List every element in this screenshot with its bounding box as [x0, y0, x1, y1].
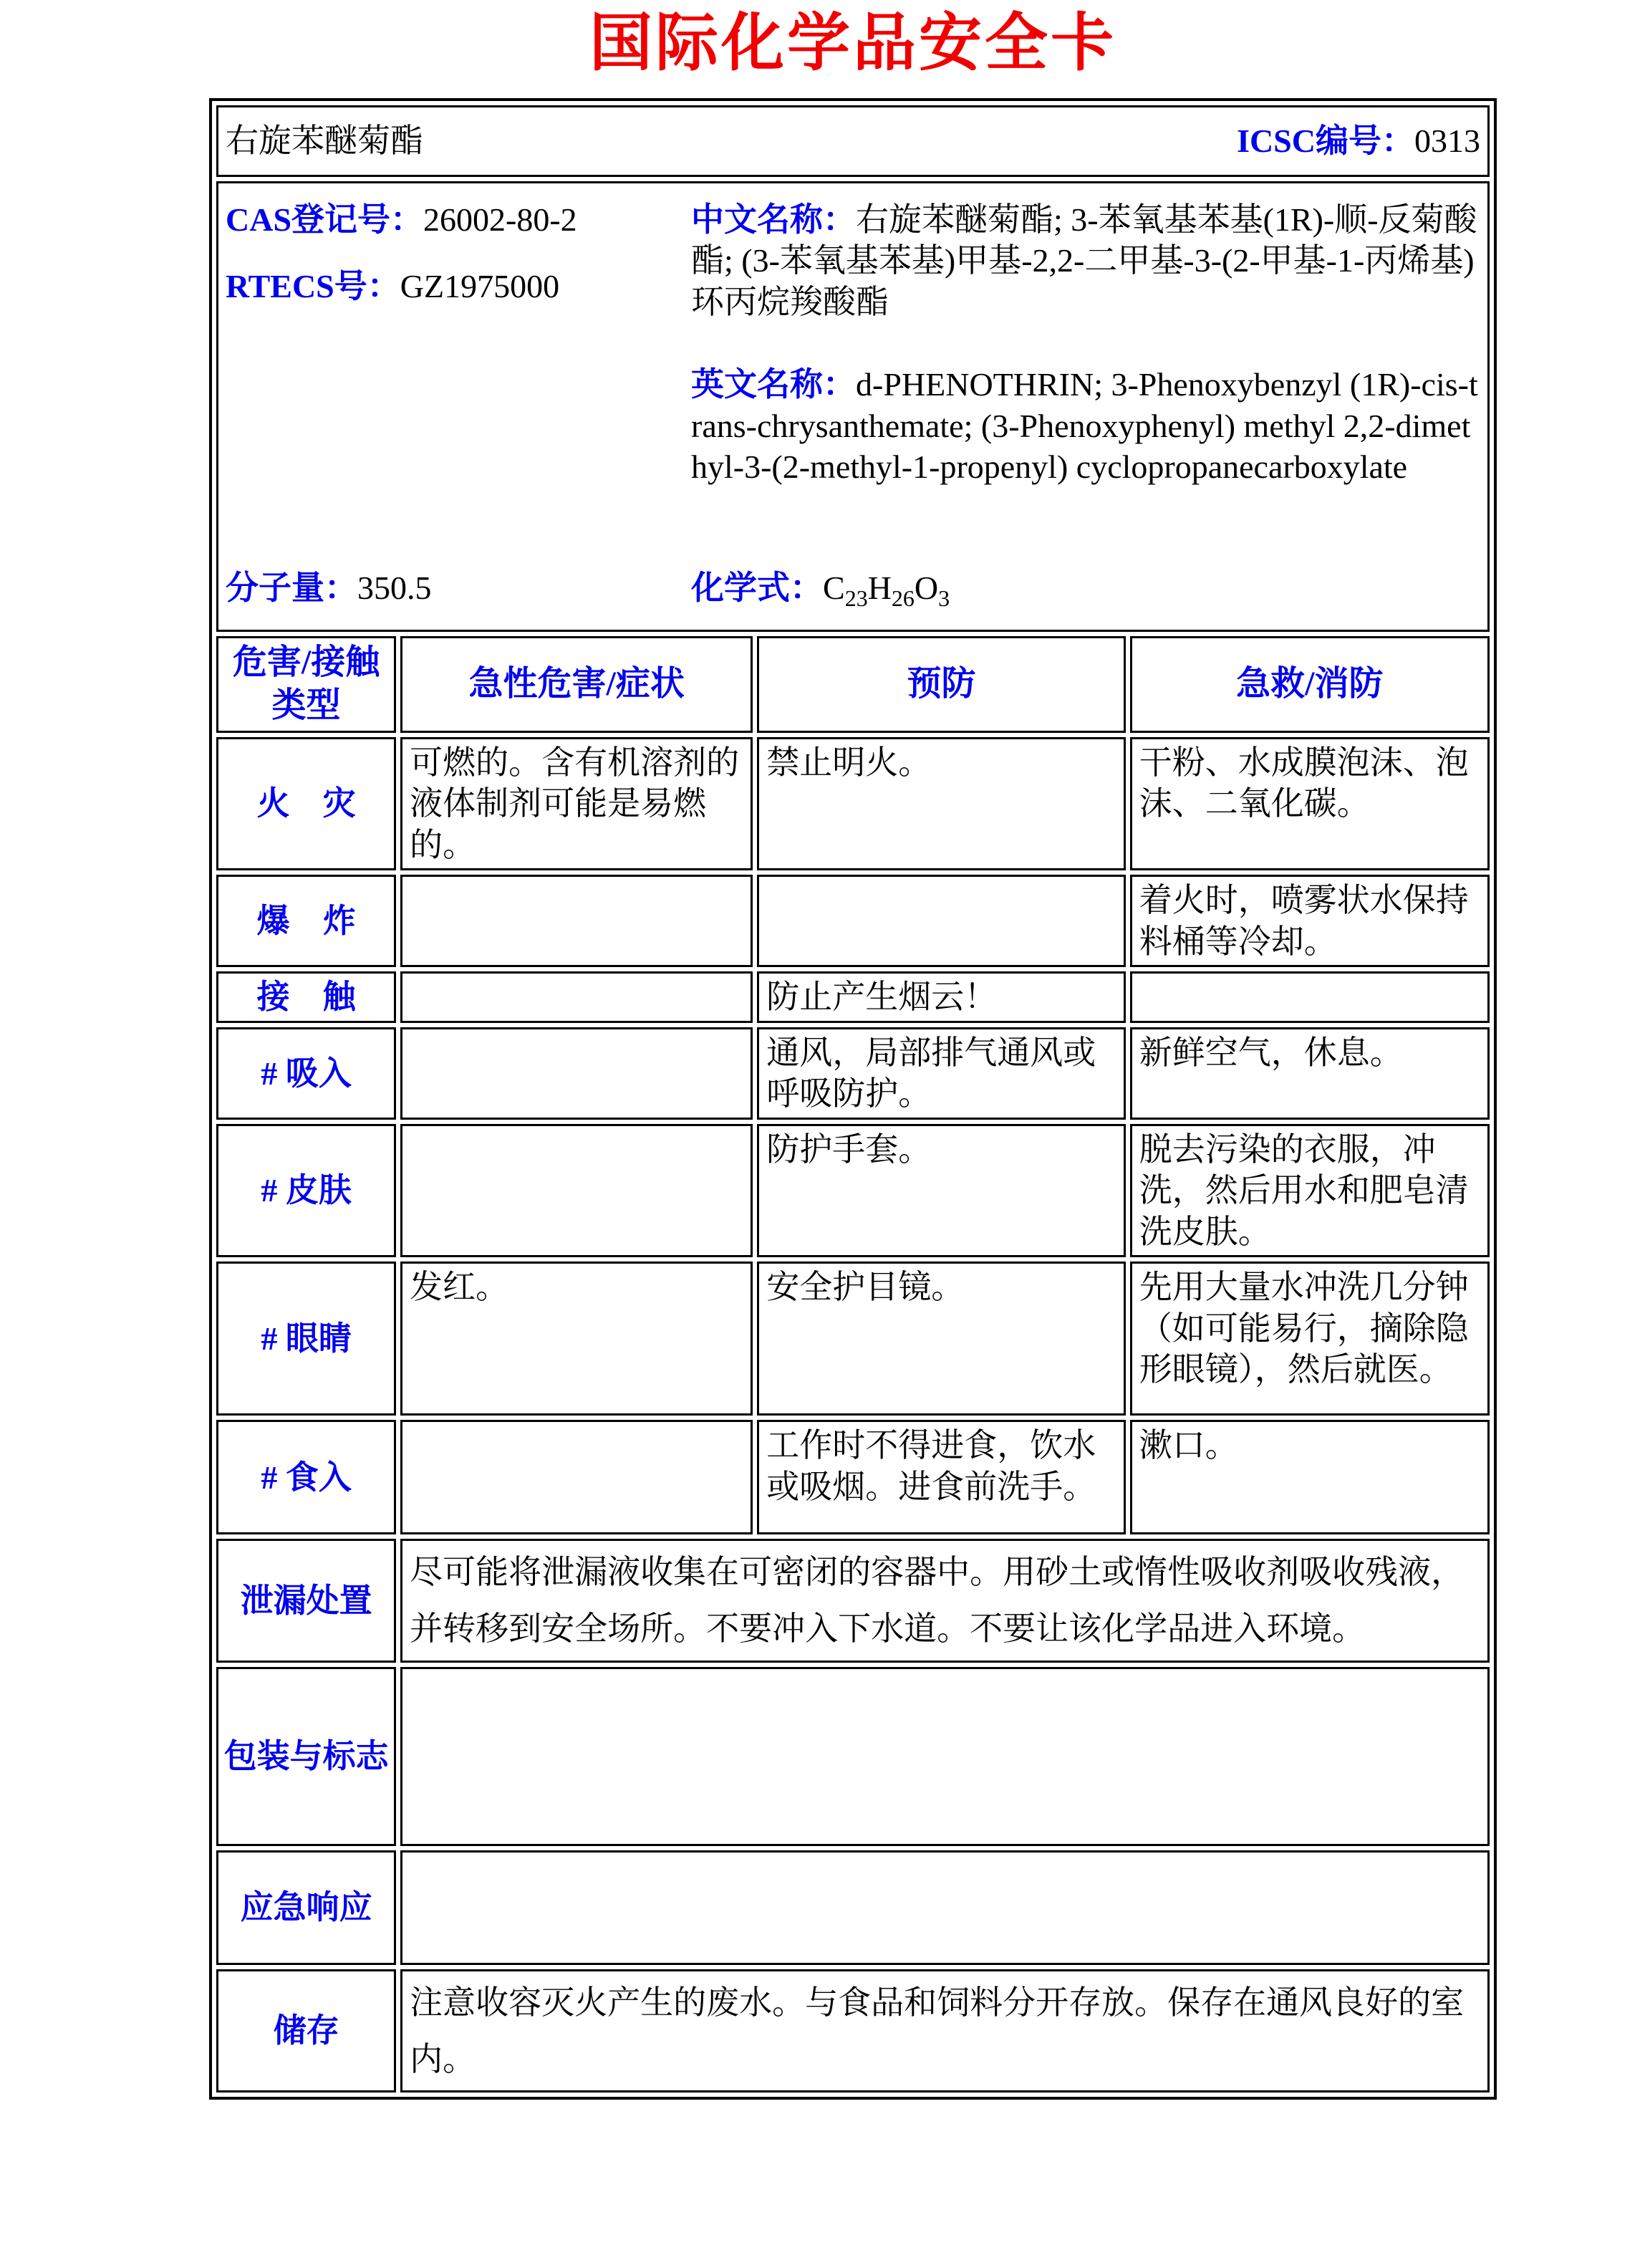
explosion-symptoms-cell — [400, 875, 753, 967]
rtecs-label: RTECS号： — [226, 268, 400, 305]
row-label-ingestion: # 食入 — [216, 1420, 396, 1534]
icsc-number-label: ICSC编号： — [1237, 122, 1414, 160]
row-label-explosion: 爆 炸 — [216, 875, 396, 967]
ingestion-symptoms-cell — [400, 1420, 753, 1534]
icsc-card-table — [209, 98, 1497, 2100]
row-label-eyes: # 眼睛 — [216, 1262, 396, 1416]
formula-subscript: 23 — [844, 585, 868, 611]
english-name-label: 英文名称： — [691, 366, 856, 403]
fire-prevention-cell: 禁止明火。 — [757, 737, 1125, 871]
molecular-weight-label: 分子量： — [226, 569, 357, 606]
rtecs-line — [226, 266, 691, 307]
row-label-emergency: 应急响应 — [216, 1850, 396, 1965]
rtecs-value: GZ1975000 — [400, 268, 560, 305]
storage-content-cell: 注意收容灭火产生的废水。与食品和饲料分开存放。保存在通风良好的室内。 — [400, 1969, 1490, 2092]
substance-name: 右旋苯醚菊酯 — [226, 122, 423, 160]
contact-symptoms-cell — [400, 971, 753, 1023]
contact-prevention-cell: 防止产生烟云！ — [757, 971, 1125, 1023]
explosion-response-cell: 着火时，喷雾状水保持料桶等冷却。 — [1130, 875, 1490, 967]
skin-response-cell: 脱去污染的衣服，冲洗，然后用水和肥皂清洗皮肤。 — [1130, 1124, 1490, 1258]
eyes-prevention-cell: 安全护目镜。 — [757, 1262, 1125, 1416]
row-label-storage: 储存 — [216, 1969, 396, 2092]
row-label-spillage: 泄漏处置 — [216, 1539, 396, 1662]
chemical-formula-value: $C_{23}H_{26}O_3$ — [823, 569, 950, 611]
eyes-symptoms-cell: 发红。 — [400, 1262, 753, 1416]
explosion-prevention-cell — [757, 875, 1125, 967]
cas-value: 26002-80-2 — [423, 201, 577, 238]
contact-response-cell — [1130, 971, 1490, 1023]
formula-subscript: 26 — [891, 585, 915, 611]
cas-label: CAS登记号： — [226, 201, 424, 238]
fire-symptoms-cell: 可燃的。含有机溶剂的液体制剂可能是易燃的。 — [400, 737, 753, 871]
packaging-content-cell — [400, 1667, 1490, 1846]
row-label-inhalation: # 吸入 — [216, 1027, 396, 1120]
cas-line — [226, 199, 691, 241]
spillage-content-cell: 尽可能将泄漏液收集在可密闭的容器中。用砂土或惰性吸收剂吸收残液，并转移到安全场所。不要冲入下水道。不要让该化学品进入环境。 — [400, 1539, 1490, 1662]
table-row-spillage — [216, 1539, 1490, 1662]
names-block — [691, 199, 1480, 488]
column-header-prevention: 预防 — [757, 636, 1125, 733]
icsc-number-group — [1237, 120, 1480, 162]
page-title: 国际化学品安全卡 — [589, 9, 1116, 79]
skin-prevention-cell: 防护手套。 — [757, 1124, 1125, 1258]
row-label-packaging: 包装与标志 — [216, 1667, 396, 1846]
table-row-storage — [216, 1969, 1490, 2092]
fire-response-cell: 干粉、水成膜泡沫、泡沫、二氧化碳。 — [1130, 737, 1490, 871]
column-header-response: 急救/消防 — [1130, 636, 1490, 733]
column-header-type: 危害/接触 类型 — [216, 636, 396, 733]
row-label-contact: 接 触 — [216, 971, 396, 1023]
ingestion-response-cell: 漱口。 — [1130, 1420, 1490, 1534]
column-header-symptoms: 急性危害/症状 — [400, 636, 753, 733]
hazard-header-row — [216, 636, 1490, 733]
icsc-number-value: 0313 — [1414, 122, 1480, 160]
english-name — [691, 364, 1480, 488]
molecular-weight-value: 350.5 — [357, 569, 432, 606]
chinese-name-value: 右旋苯醚菊酯; 3-苯氧基苯基(1R)-顺-反菊酸酯; (3-苯氧基苯基)甲基-2,2-二甲基-3-(2-甲基-1-丙烯基)环丙烷羧酸酯 — [691, 201, 1477, 320]
row-label-skin: # 皮肤 — [216, 1124, 396, 1258]
chinese-name-label: 中文名称： — [691, 201, 856, 238]
molecular-weight — [226, 567, 691, 612]
table-row-contact — [216, 971, 1490, 1023]
inhalation-symptoms-cell — [400, 1027, 753, 1120]
table-row-explosion — [216, 875, 1490, 967]
identity-row — [216, 181, 1490, 632]
table-row-fire — [216, 737, 1490, 871]
chinese-name — [691, 199, 1480, 323]
emergency-content-cell — [400, 1850, 1490, 1965]
chemical-formula-label: 化学式： — [691, 569, 823, 606]
title-row — [216, 105, 1490, 177]
skin-symptoms-cell — [400, 1124, 753, 1258]
table-row-skin — [216, 1124, 1490, 1258]
table-row-emergency — [216, 1850, 1490, 1965]
table-row-packaging — [216, 1667, 1490, 1846]
chemical-formula — [691, 567, 950, 612]
inhalation-prevention-cell: 通风，局部排气通风或呼吸防护。 — [757, 1027, 1125, 1120]
inhalation-response-cell: 新鲜空气，休息。 — [1130, 1027, 1490, 1120]
row-label-fire: 火 灾 — [216, 737, 396, 871]
formula-subscript: 3 — [938, 585, 950, 611]
eyes-response-cell: 先用大量水冲洗几分钟（如可能易行，摘除隐形眼镜），然后就医。 — [1130, 1262, 1490, 1416]
table-row-eyes — [216, 1262, 1490, 1416]
ingestion-prevention-cell: 工作时不得进食，饮水或吸烟。进食前洗手。 — [757, 1420, 1125, 1534]
table-row-inhalation — [216, 1027, 1490, 1120]
english-name-value: d-PHENOTHRIN; 3-Phenoxybenzyl (1R)-cis-trans-chrysanthemate; (3-Phenoxyphenyl) methyl 2,2-dimethyl-3-(2-methyl-1-propenyl) cyclopropanecarboxylate — [691, 366, 1478, 486]
table-row-ingestion — [216, 1420, 1490, 1534]
registry-block — [226, 199, 691, 488]
